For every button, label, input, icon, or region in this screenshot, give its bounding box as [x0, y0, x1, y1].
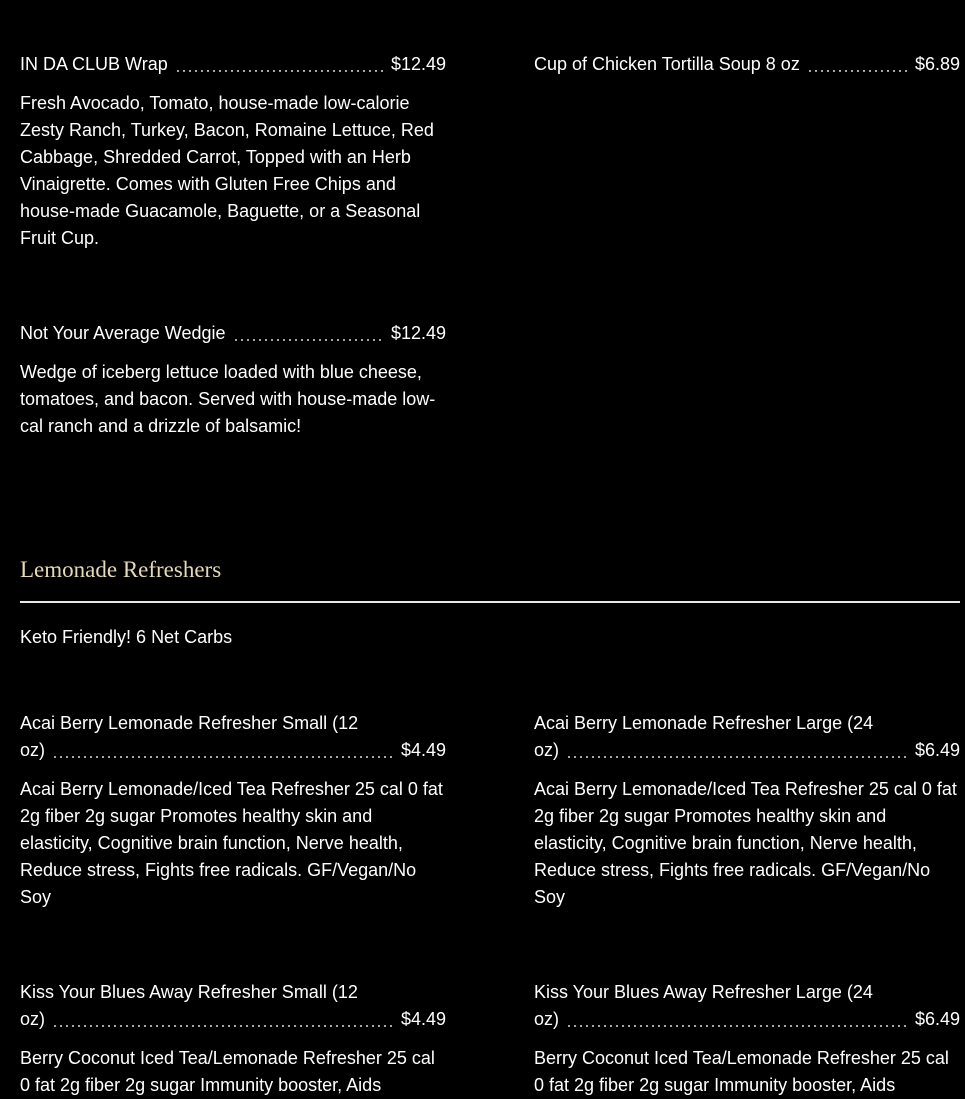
item-name-line2: oz)	[20, 1009, 46, 1029]
item-name: Cup of Chicken Tortilla Soup 8 oz	[534, 54, 800, 74]
item-name-line1: Kiss Your Blues Away Refresher Large (24	[534, 982, 873, 1002]
item-description: Wedge of iceberg lettuce loaded with blue cheese, tomatoes, and bacon. Served with house-made low-cal ranch and a drizzle of balsamic!	[20, 362, 436, 436]
item-price: $4.49	[400, 1009, 446, 1029]
item-description: Berry Coconut Iced Tea/Lemonade Refresher 25 cal 0 fat 2g fiber 2g sugar Immunity booster, Aids	[20, 1048, 435, 1095]
item-price: $6.49	[914, 740, 960, 760]
dot-leader	[233, 339, 384, 341]
item-price: $6.49	[914, 1009, 960, 1029]
menu-item-soup[interactable]	[534, 51, 960, 78]
dot-leader	[52, 756, 394, 758]
menu-item-kiss-large[interactable]	[534, 979, 960, 1099]
item-price: $6.89	[914, 54, 960, 74]
dot-leader	[566, 1025, 908, 1027]
dot-leader	[566, 756, 908, 758]
item-description: Acai Berry Lemonade/Iced Tea Refresher 25 cal 0 fat 2g fiber 2g sugar Promotes healthy skin and elasticity, Cognitive brain function, Nerve health, Reduce stress, Fights free radicals. GF/Vegan/No Soy	[20, 779, 443, 907]
item-name-line2: oz)	[20, 740, 46, 760]
item-description: Acai Berry Lemonade/Iced Tea Refresher 25 cal 0 fat 2g fiber 2g sugar Promotes healthy skin and elasticity, Cognitive brain function, Nerve health, Reduce stress, Fights free radicals. GF/Vegan/No Soy	[534, 779, 957, 907]
menu-item-acai-large[interactable]	[534, 710, 960, 911]
item-description: Berry Coconut Iced Tea/Lemonade Refresher 25 cal 0 fat 2g fiber 2g sugar Immunity booster, Aids	[534, 1048, 949, 1095]
section-divider	[20, 601, 960, 603]
item-name-line1: Kiss Your Blues Away Refresher Small (12	[20, 982, 358, 1002]
item-price: $4.49	[400, 740, 446, 760]
item-name-line2: oz)	[534, 1009, 560, 1029]
item-price: $12.49	[390, 323, 446, 343]
menu-item-kiss-small[interactable]	[20, 979, 446, 1099]
menu-item-club-wrap[interactable]	[20, 51, 446, 252]
dot-leader	[52, 1025, 394, 1027]
item-name-line2: oz)	[534, 740, 560, 760]
item-price: $12.49	[390, 54, 446, 74]
item-name-line1: Acai Berry Lemonade Refresher Small (12	[20, 713, 359, 733]
dot-leader	[807, 70, 908, 72]
item-description: Fresh Avocado, Tomato, house-made low-calorie Zesty Ranch, Turkey, Bacon, Romaine Lettuce, Red Cabbage, Shredded Carrot, Topped with an Herb Vinaigrette. Comes with Gluten Free Chips and house-made Guacamole, Baguette, or a Seasonal Fruit Cup.	[20, 93, 434, 248]
menu-item-acai-small[interactable]	[20, 710, 446, 911]
section-title: Lemonade Refreshers	[20, 557, 222, 582]
dot-leader	[175, 70, 384, 72]
item-name: IN DA CLUB Wrap	[20, 54, 168, 74]
item-name: Not Your Average Wedgie	[20, 323, 226, 343]
section-note: Keto Friendly! 6 Net Carbs	[20, 627, 233, 647]
menu-item-wedgie[interactable]	[20, 320, 446, 440]
item-name-line1: Acai Berry Lemonade Refresher Large (24	[534, 713, 874, 733]
